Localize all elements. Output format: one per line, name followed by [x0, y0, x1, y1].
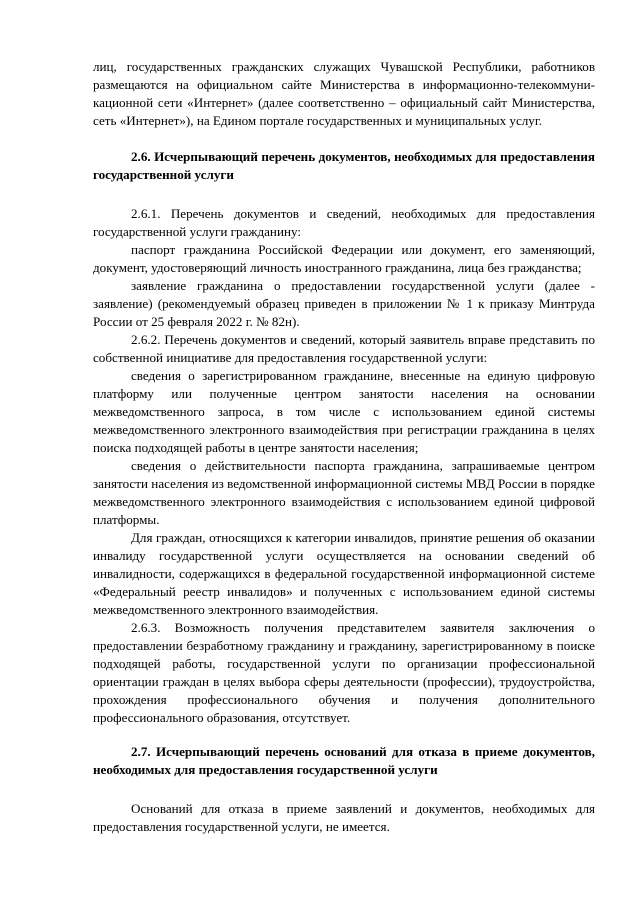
paragraph-continuation: лиц, государственных гражданских служащих Чувашской Республики, работников размещаются на официальном сайте Министерства в информационно-телекоммуни-кационной сети «Интернет» (далее соответственно – официальный сайт Министерства, сеть «Интернет»), на Едином портале государственных и муниципальных услуг.: [93, 59, 595, 128]
paragraph-no-grounds: Оснований для отказа в приеме заявлений и документов, необходимых для предоставления государственной услуги, не имеется.: [93, 801, 595, 834]
paragraph-passport: паспорт гражданина Российской Федерации или документ, его заменяющий, документ, удостоверяющий личность иностранного гражданина, лица без гражданства;: [93, 242, 595, 275]
paragraph-registered-citizen: сведения о зарегистрированном гражданине, внесенные на единую цифровую платформу или полученные центром занятости населения на основании межведомственного запроса, в том числе с использованием единой системы межведомственного электронного взаимодействия при регистрации гражданина в целях поиска подходящей работы в центре занятости населения;: [93, 368, 595, 455]
section-heading-2-6: 2.6. Исчерпывающий перечень документов, необходимых для предоставления государственной услуги: [93, 149, 595, 182]
section-heading-2-7: 2.7. Исчерпывающий перечень оснований для отказа в приеме документов, необходимых для предоставления государственной услуги: [93, 744, 595, 777]
paragraph-2-6-1: 2.6.1. Перечень документов и сведений, необходимых для предоставления государственной услуги гражданину:: [93, 206, 595, 239]
document-page: [93, 58, 595, 836]
paragraph-application: заявление гражданина о предоставлении государственной услуги (далее - заявление) (рекомендуемый образец приведен в приложении № 1 к приказу Минтруда России от 25 февраля 2022 г. № 82н).: [93, 278, 595, 329]
paragraph-2-6-3: 2.6.3. Возможность получения представителем заявителя заключения о предоставлении безработному гражданину и гражданину, зарегистрированному в поиске подходящей работы, государственной услуги по организации профессиональной ориентации граждан в целях выбора сферы деятельности (профессии), трудоустройства, прохождения профессионального обучения и получения дополнительного профессионального образования, отсутствует.: [93, 620, 595, 725]
paragraph-passport-validity: сведения о действительности паспорта гражданина, запрашиваемые центром занятости населения из ведомственной информационной системы МВД России в порядке межведомственного электронного взаимодействия с использованием единой цифровой платформы.: [93, 458, 595, 527]
paragraph-2-6-2: 2.6.2. Перечень документов и сведений, который заявитель вправе представить по собственной инициативе для предоставления государственной услуги:: [93, 332, 595, 365]
paragraph-disabled-citizens: Для граждан, относящихся к категории инвалидов, принятие решения об оказании инвалиду государственной услуги осуществляется на основании сведений об инвалидности, содержащихся в федеральной государственной информационной системе «Федеральный реестр инвалидов» и полученных с использованием единой системы межведомственного электронного взаимодействия.: [93, 530, 595, 617]
